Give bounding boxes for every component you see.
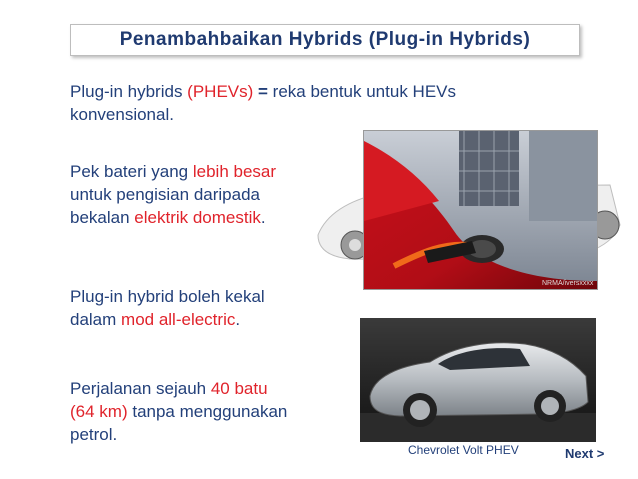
p2-text-d: bekalan: [70, 208, 135, 227]
p3-period: .: [235, 310, 241, 329]
photo-caption: Chevrolet Volt PHEV: [408, 443, 519, 457]
p4-text-e: petrol.: [70, 425, 118, 444]
p1-equals: =: [253, 82, 273, 101]
slide-title: Penambahbaikan Hybrids (Plug-in Hybrids): [119, 29, 531, 50]
p4-40-batu: 40 batu: [210, 379, 268, 398]
title-box: [70, 24, 580, 56]
paragraph-battery: [70, 160, 350, 229]
p3-mod-all-electric: mod all-electric: [121, 310, 236, 329]
p4-text-a: Perjalanan sejauh: [70, 379, 211, 398]
paragraph-phev-definition: [70, 80, 570, 126]
chevrolet-volt-illustration: [360, 318, 596, 442]
p1-text-e: konvensional.: [70, 105, 174, 124]
p2-elektrik-domestik: elektrik domestik: [134, 208, 261, 227]
p1-phevs: (PHEVs): [187, 82, 254, 101]
p3-text-a: Plug-in hybrid boleh kekal: [70, 287, 265, 306]
p4-64-km: (64 km): [70, 402, 128, 421]
photo-chevrolet-volt: [360, 318, 596, 442]
p2-text-c: untuk pengisian daripada: [70, 185, 260, 204]
paragraph-range: [70, 377, 360, 446]
p2-period: .: [260, 208, 266, 227]
photo1-watermark: NRMA/iversxxxx: [542, 280, 594, 287]
p1-text-a: Plug-in hybrids: [70, 82, 188, 101]
paragraph-all-electric: [70, 285, 350, 331]
photo-charging-plug: [363, 130, 598, 290]
charging-plug-illustration: [364, 131, 597, 289]
p4-text-d: tanpa menggunakan: [127, 402, 288, 421]
p3-text-b: dalam: [70, 310, 122, 329]
p2-text-a: Pek bateri yang: [70, 162, 193, 181]
p2-lebih-besar: lebih besar: [192, 162, 277, 181]
p1-text-d: reka bentuk untuk HEVs: [272, 82, 456, 101]
next-button[interactable]: Next >: [565, 446, 605, 461]
